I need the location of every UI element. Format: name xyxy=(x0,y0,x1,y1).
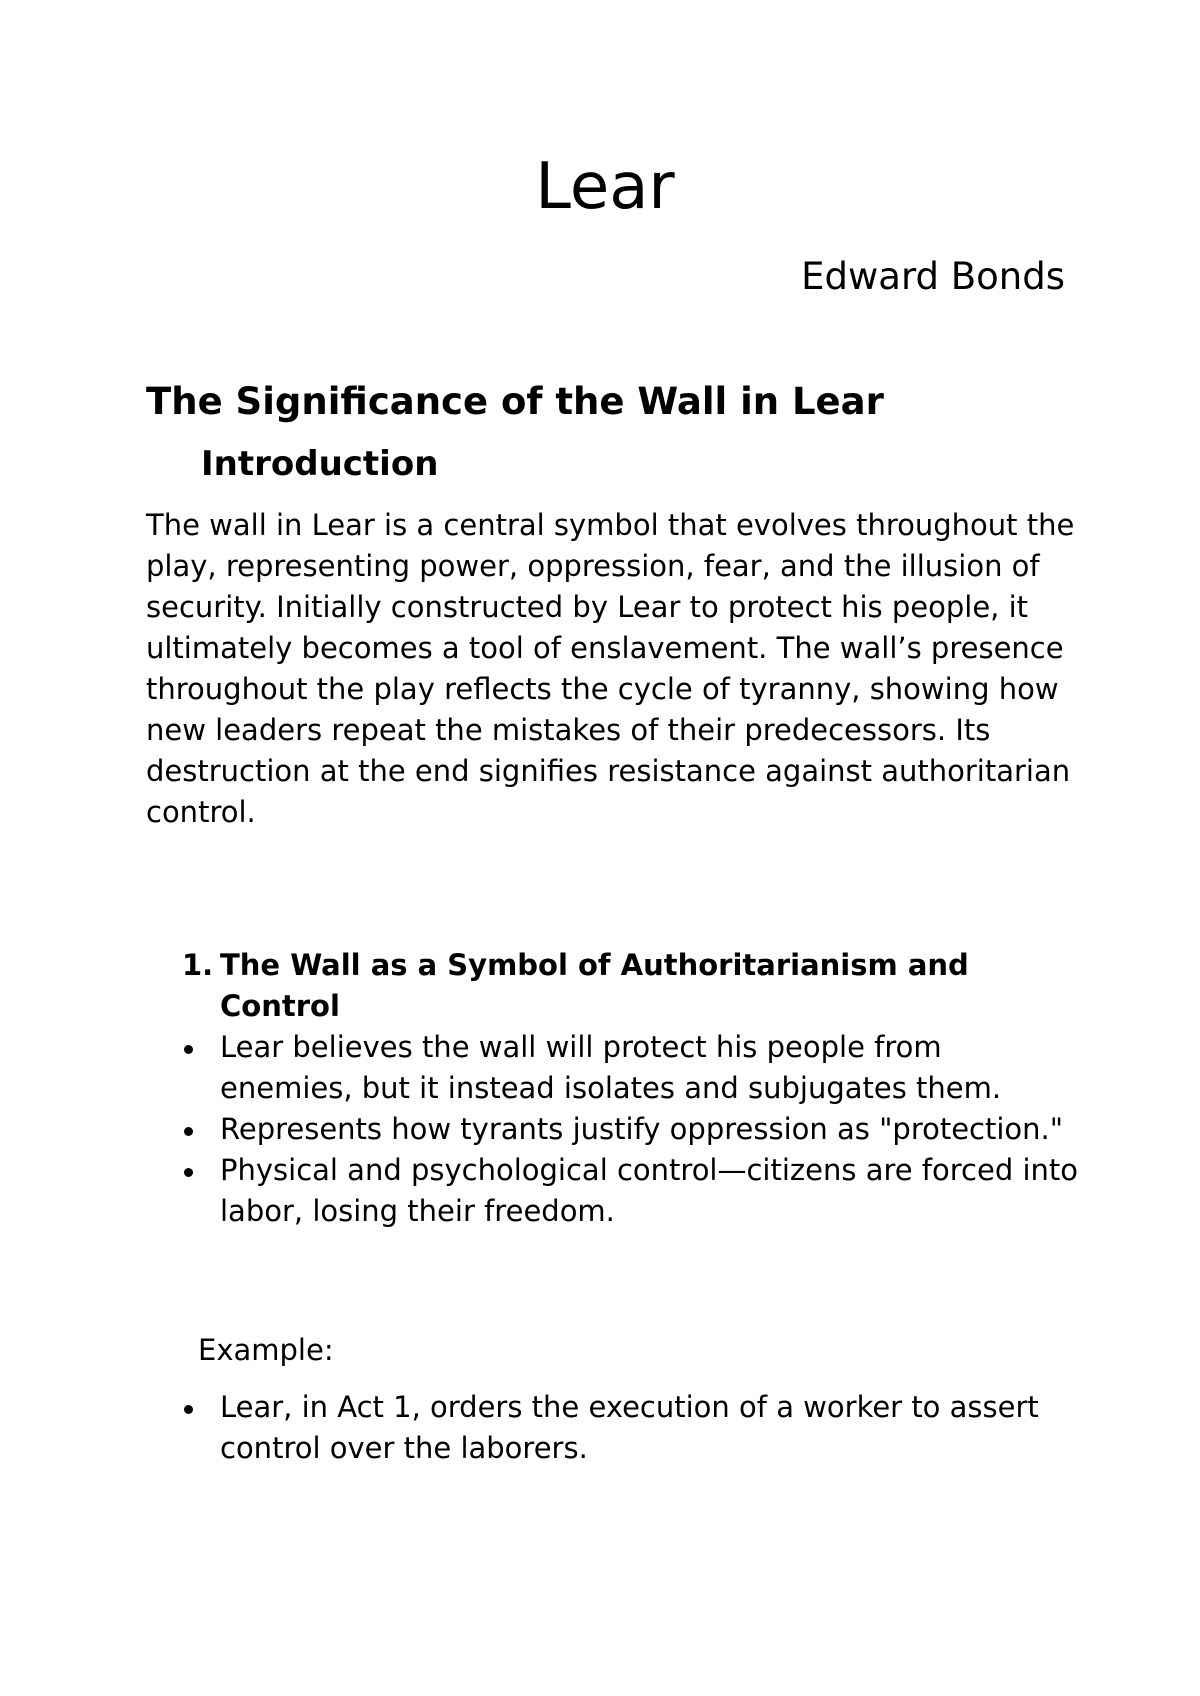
section-1-number: 1. xyxy=(182,948,214,982)
document-title: Lear xyxy=(535,150,675,224)
list-item xyxy=(180,1150,1080,1232)
example-label: Example: xyxy=(198,1333,334,1367)
bullet-icon xyxy=(184,1405,193,1414)
intro-heading: Introduction xyxy=(201,444,439,484)
bullet-icon xyxy=(184,1045,193,1054)
list-item xyxy=(180,1027,1080,1109)
section-1-bullet-list xyxy=(180,1027,1080,1232)
list-item xyxy=(180,1109,1080,1150)
bullet-icon xyxy=(184,1168,193,1177)
section-1-title-text: The Wall as a Symbol of Authoritarianism and Control xyxy=(220,948,969,1023)
bullet-text: Lear, in Act 1, orders the execution of a worker to assert control over the laborers. xyxy=(220,1390,1039,1465)
section-1-title xyxy=(182,945,1082,1027)
example-bullet-list xyxy=(180,1387,1080,1469)
bullet-icon xyxy=(184,1127,193,1136)
bullet-text: Physical and psychological control—citizens are forced into labor, losing their freedom. xyxy=(220,1153,1079,1228)
main-heading: The Significance of the Wall in Lear xyxy=(146,380,884,423)
bullet-text: Lear believes the wall will protect his people from enemies, but it instead isolates and subjugates them. xyxy=(220,1030,1002,1105)
document-author: Edward Bonds xyxy=(801,255,1065,298)
bullet-text: Represents how tyrants justify oppression as "protection." xyxy=(220,1112,1064,1146)
list-item xyxy=(180,1387,1080,1469)
intro-paragraph: The wall in Lear is a central symbol that evolves throughout the play, representing power, oppression, fear, and the illusion of security. Initially constructed by Lear to protect his people, it ultimately becomes a tool of enslavement. The wall’s presence throughout the play reflects the cycle of tyranny, showing how new leaders repeat the mistakes of their predecessors. Its destruction at the end signifies resistance against authoritarian control. xyxy=(146,508,1075,829)
